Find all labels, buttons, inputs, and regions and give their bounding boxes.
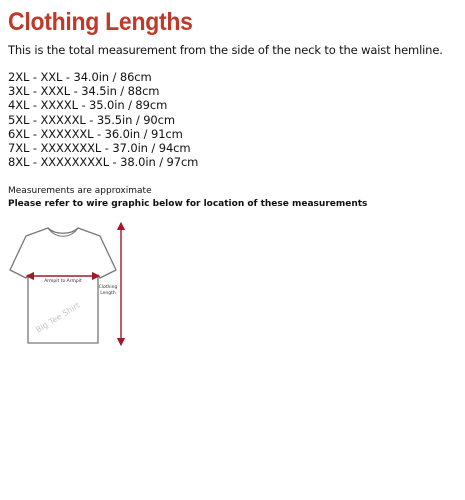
size-list <box>8 70 198 169</box>
approximate-note: Measurements are approximate <box>8 186 152 196</box>
size-row: 5XL - XXXXXL - 35.5in / 90cm <box>8 112 175 127</box>
watermark-text: Big Tee Shirt <box>34 300 82 335</box>
page-title: Clothing Lengths <box>8 8 193 36</box>
subtitle: This is the total measurement from the side of the neck to the waist hemline. <box>8 43 443 57</box>
size-row: 8XL - XXXXXXXXL - 38.0in / 97cm <box>8 155 199 170</box>
size-row: 3XL - XXXL - 34.5in / 88cm <box>8 84 160 99</box>
refer-note: Please refer to wire graphic below for location of these measurements <box>8 199 368 209</box>
size-row: 4XL - XXXXL - 35.0in / 89cm <box>8 98 168 113</box>
size-row: 7XL - XXXXXXXL - 37.0in / 94cm <box>8 141 191 156</box>
length-label-1: Clothing <box>98 285 118 290</box>
size-row: 2XL - XXL - 34.0in / 86cm <box>8 70 152 84</box>
length-label-2: Length <box>100 291 116 296</box>
size-row: 6XL - XXXXXXL - 36.0in / 91cm <box>8 126 183 141</box>
tshirt-graphic <box>8 218 138 353</box>
armpit-label: Armpit to Armpit <box>44 279 82 284</box>
